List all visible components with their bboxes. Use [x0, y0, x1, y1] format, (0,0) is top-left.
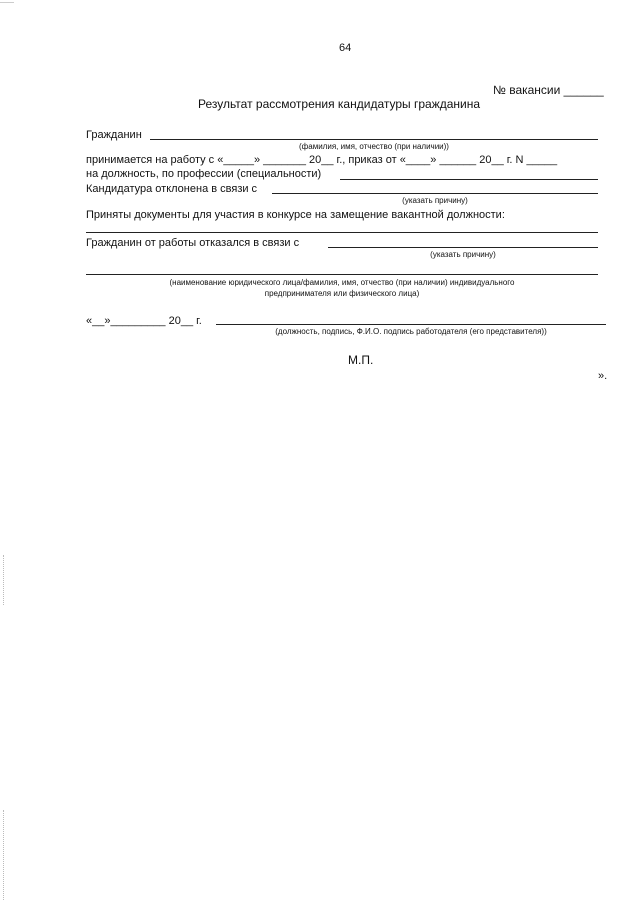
refused-caption: (указать причину): [430, 250, 496, 259]
date-label: «__»_________ 20__ г.: [86, 315, 202, 327]
refusal-reason-field[interactable]: [328, 247, 598, 248]
refused-label: Гражданин от работы отказался в связи с: [86, 237, 300, 249]
hired-from-line: принимается на работу с «_____» _______ 20__ г., приказ от «____» ______ 20__ г. N _____: [86, 154, 558, 166]
corner-mark: [0, 2, 14, 3]
entity-caption-line-1: (наименование юридического лица/фамилия, имя, отчество (при наличии) индивидуального: [169, 278, 515, 287]
form-title: Результат рассмотрения кандидатуры гражданина: [198, 97, 481, 111]
documents-label: Приняты документы для участия в конкурсе на замещение вакантной должности:: [86, 209, 505, 221]
citizen-name-field[interactable]: [150, 139, 598, 140]
left-edge-mark: [3, 810, 4, 900]
closing-quote: ».: [598, 370, 608, 382]
entity-caption-line-2: предпринимателя или физического лица): [264, 289, 420, 298]
rejection-reason-field[interactable]: [272, 193, 598, 194]
entity-field[interactable]: [86, 274, 598, 275]
left-edge-mark: [3, 555, 4, 605]
position-label: на должность, по профессии (специальности): [86, 168, 322, 180]
signature-caption: (должность, подпись, Ф.И.О. подпись работодателя (его представителя)): [275, 327, 547, 336]
vacancy-number-label: № вакансии ______: [493, 83, 604, 97]
documents-field[interactable]: [86, 232, 598, 233]
citizen-caption: (фамилия, имя, отчество (при наличии)): [299, 142, 449, 151]
position-field[interactable]: [340, 179, 598, 180]
rejected-caption: (указать причину): [402, 196, 468, 205]
rejected-label: Кандидатура отклонена в связи с: [86, 183, 258, 195]
citizen-label: Гражданин: [86, 129, 142, 141]
page-number: 64: [339, 42, 352, 54]
stamp-label: М.П.: [348, 353, 374, 367]
signature-field[interactable]: [216, 324, 606, 325]
